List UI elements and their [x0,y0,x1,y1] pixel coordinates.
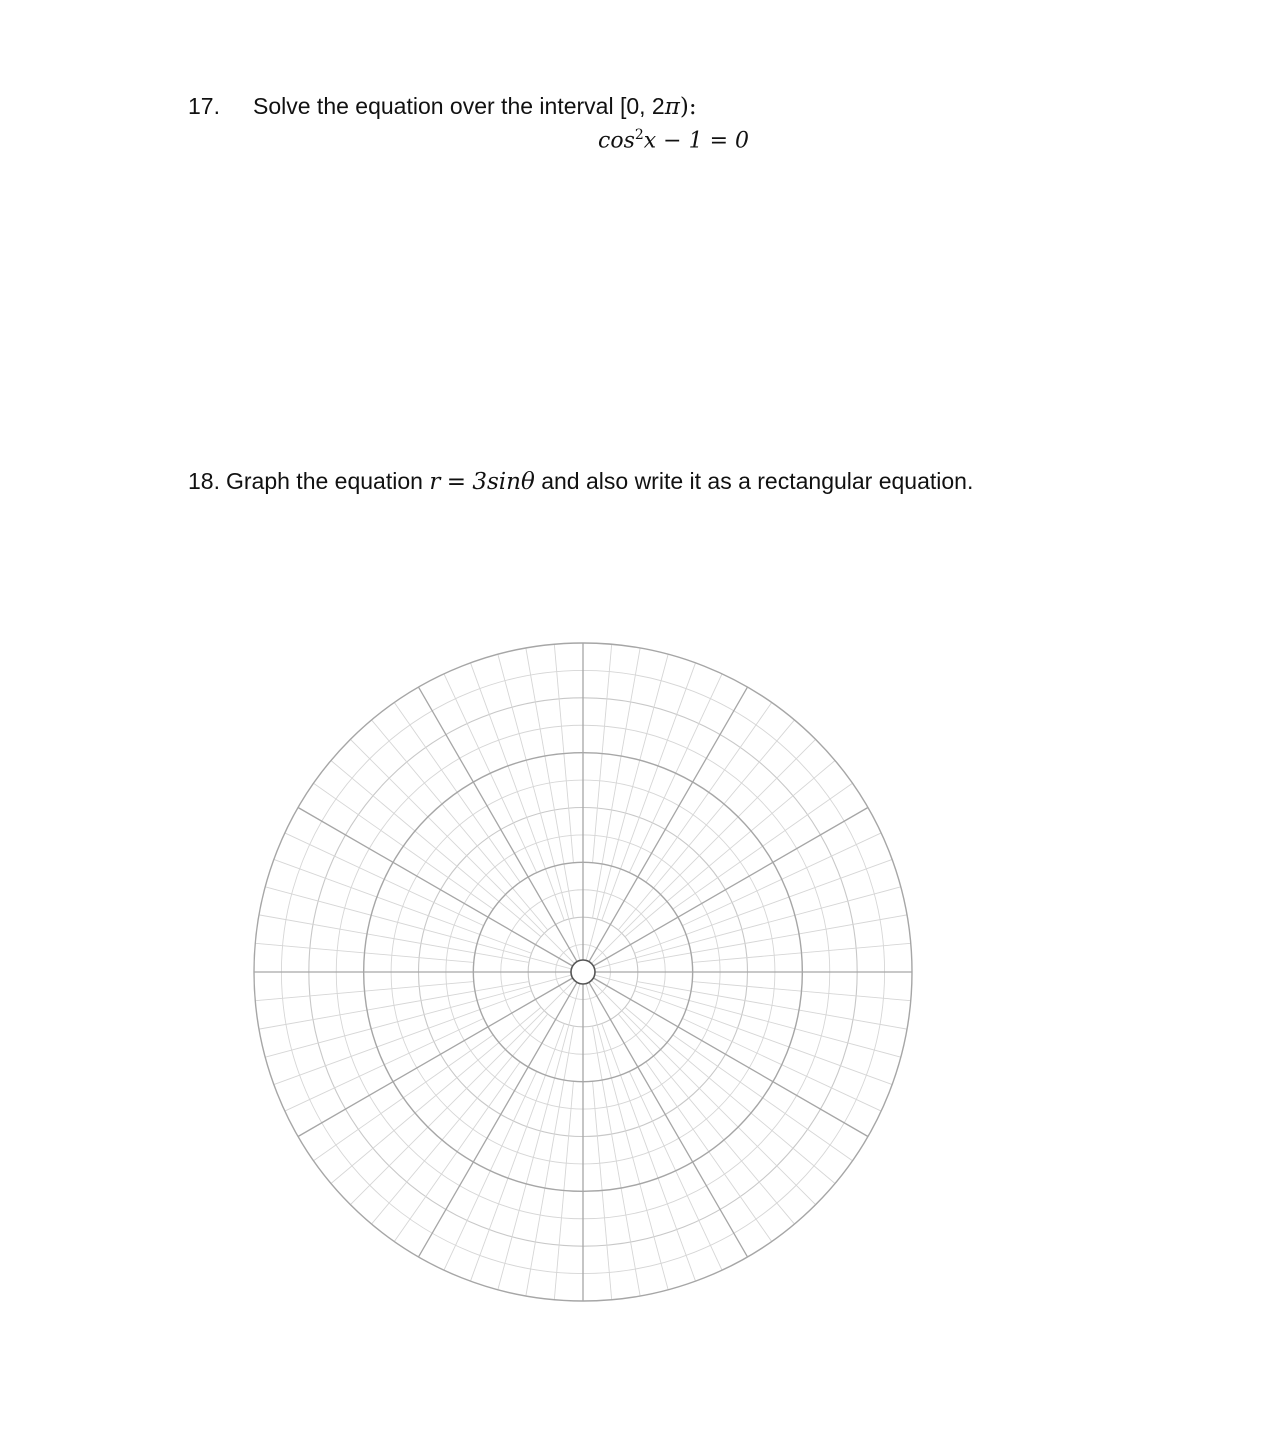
grid-minor-spoke [635,859,893,953]
grid-minor-spoke [586,984,668,1290]
grid-minor-spoke [618,1014,794,1224]
grid-minor-spoke [498,654,580,960]
polar-grid [250,638,916,1306]
grid-minor-spoke [372,1014,548,1224]
question-18 [188,467,973,496]
question-18-prompt-after: and also write it as a rectangular equation. [541,468,974,494]
grid-minor-spoke [350,739,574,963]
grid-minor-spoke [591,739,815,963]
question-17-prompt [253,92,697,121]
question-17-equation [598,121,749,155]
equation-r: r [429,469,441,495]
question-18-prompt-before: Graph the equation [225,468,423,494]
equation-rhs: 3sinθ [472,469,535,495]
grid-minor-spoke [625,1007,835,1183]
equation-cos: cos [598,128,635,154]
question-17-number: 17. [188,93,220,119]
grid-minor-spoke [625,761,835,937]
grid-minor-spoke [331,1007,541,1183]
grid-minor-spoke [635,991,893,1085]
grid-minor-spoke [470,663,564,921]
grid-minor-spoke [372,720,548,930]
equation-rest: x − 1 = 0 [643,128,750,154]
grid-minor-spoke [602,1024,696,1282]
grid-minor-spoke [274,859,532,953]
grid-minor-spoke [265,975,571,1057]
grid-minor-spoke [350,980,574,1204]
grid-minor-spoke [586,654,668,960]
grid-minor-spoke [265,887,571,969]
grid-minor-spoke [498,984,580,1290]
grid-minor-spoke [618,720,794,930]
grid-minor-spoke [274,991,532,1085]
grid-minor-spoke [591,980,815,1204]
equation-equals: = [446,469,466,495]
grid-minor-spoke [331,761,541,937]
grid-minor-spoke [470,1024,564,1282]
question-17-prompt-end: ): [679,94,697,120]
grid-minor-spoke [595,887,901,969]
pi-symbol: π [664,94,680,120]
grid-center-hub [571,960,595,984]
grid-minor-spoke [595,975,901,1057]
question-17-prompt-text: Solve the equation over the interval [0, 2 [253,93,665,119]
equation-exponent: 2 [634,127,644,143]
grid-minor-spoke [602,663,696,921]
question-18-number: 18. [188,468,220,494]
